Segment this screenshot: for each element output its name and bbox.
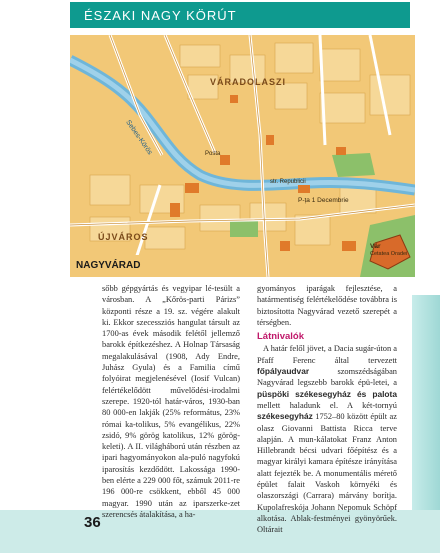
page-number: 36	[84, 514, 101, 531]
text-column-right	[257, 283, 397, 536]
paragraph: A határ felől jövet, a Dacia sugár-úton a Pfaff Ferenc által tervezett főpályaudvar szomszédságában Nagyvárad legszebb barokk épü-letei, a püspöki székesegyház és palota mellett haladunk el. A két-tornyú székesegyház 1752–80 között épült az olasz Giovanni Battista Ricca terve alapján. A mun-kálatokat Franz Anton Hillebrandt bécsi udvari főépítész és a magyar királyi kamara építésze irányítása alatt fejezték be. A monumentális mérető épület falait Vaskoh környéki és olaszországi (Carrara) márvány borítja. Kupolafreskója Johann Nepomuk Schöpf alkotása. Ablak-festményei gyönyörűek. Oltárait	[257, 344, 397, 535]
map-label-district: ÚJVÁROS	[98, 232, 149, 242]
page-header	[0, 0, 440, 30]
map-label-district: VÁRADOLASZI	[210, 77, 286, 87]
highlight-term: székesegyház	[257, 411, 313, 422]
map-label-river: Sebes-Körös	[124, 119, 154, 157]
highlight-term: főpályaudvar	[257, 366, 310, 377]
map-label-castle: Vár	[370, 243, 381, 250]
map-label-castle-sub: Cetatea Oradei	[370, 251, 408, 257]
section-title: ÉSZAKI NAGY KÖRÚT	[84, 8, 237, 23]
map-label-square: P-ța 1 Decembrie	[298, 197, 349, 204]
city-map	[70, 35, 415, 277]
section-heading: Látnivalók	[257, 331, 304, 343]
map-label-street: str. Republicii	[270, 179, 306, 185]
paragraph: gyományos iparágak fejlesztése, a határmentiség felértékelődése továbbra is biztosította Nagyvárad vezető szerepét a térségben.	[257, 284, 397, 327]
text-column-left	[102, 283, 240, 520]
map-label-landmark: Posta	[205, 151, 221, 157]
map-city-label: NAGYVÁRAD	[76, 260, 141, 271]
highlight-term: püspöki székesegyház és palota	[257, 388, 397, 399]
paragraph: sőbb gépgyártás és vegyipar lé-tesült a városban. A „Kőrös-parti Párizs” központi része a 19. sz. végére alakult ki. Ekkor szecessziós hangulat társult az 1700-as évek második felétől jellemző barokk építkezéshez. A Holnap Társaság megalakulásával (1908, Ady Endre, Juhász Gyula) és a Familia című folyóirat megjelenésével (Iosif Vulcan) felértékelődött művelődési-irodalmi szerepe. 1920-tól határ-város, 1930-ban 80 000-en lakják (25% református, 23% római ka-tolikus, 5% evangélikus, 22% zsidó, 9% görög katolikus, 12% görög-keleti). A II. világháború után részben az ipari hagyományokon ala-puló nagyfokú iparosítás kezdődött. Lakossága 1990-ben elérte a 229 000 főt, számuk 2011-re 196 000-re csökkent, ebből 45 000 magyar. 1990 után az iparszerke-zet szerencsés átalakítása, a ha-	[102, 284, 240, 519]
